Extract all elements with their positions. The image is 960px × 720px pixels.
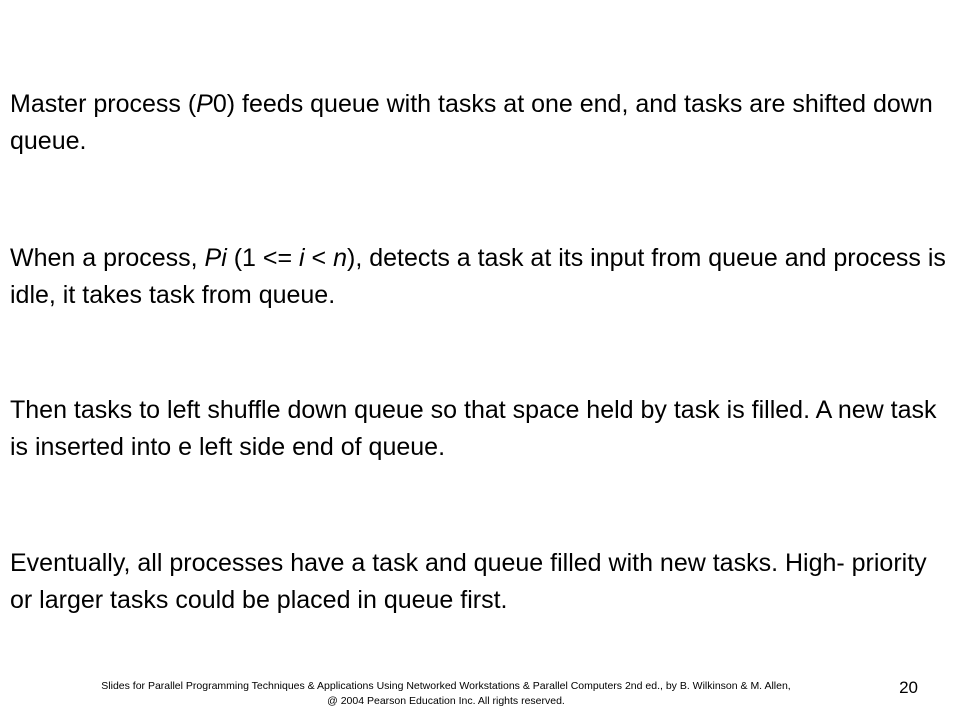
- text-run: Master process (: [10, 90, 197, 118]
- footer-credit-line2: @ 2004 Pearson Education Inc. All rights reserved.: [327, 695, 565, 707]
- text-run-italic: i: [299, 244, 305, 272]
- text-run: ), detects a task at its input from queue and process is idle, it takes task from queue.: [10, 244, 946, 309]
- page-number: 20: [899, 678, 918, 697]
- paragraph-shuffle-down: [10, 392, 950, 466]
- text-run: <: [304, 244, 334, 272]
- text-run-italic: Pi: [204, 244, 227, 272]
- text-run: (1 <=: [226, 244, 300, 272]
- footer-credit: [0, 679, 892, 709]
- text-run-italic: P: [196, 90, 213, 118]
- footer-credit-line1: Slides for Parallel Programming Techniques & Applications Using Networked Workstations & Parallel Computers 2nd ed., by B. Wilkinson & M. Allen,: [101, 680, 791, 692]
- text-run: Eventually, all processes have a task and queue filled with new tasks. High- priority or larger tasks could be placed in queue first.: [10, 549, 927, 614]
- text-run: Then tasks to left shuffle down queue so that space held by task is filled. A new task is inserted into e left side end of queue.: [10, 396, 937, 461]
- text-run-italic: n: [333, 244, 347, 272]
- paragraph-master-process: [10, 86, 950, 160]
- text-run: 0) feeds queue with tasks at one end, and tasks are shifted down queue.: [10, 90, 933, 155]
- text-run: When a process,: [10, 244, 205, 272]
- paragraph-process-takes-task: [10, 240, 950, 314]
- paragraph-eventually: [10, 545, 950, 619]
